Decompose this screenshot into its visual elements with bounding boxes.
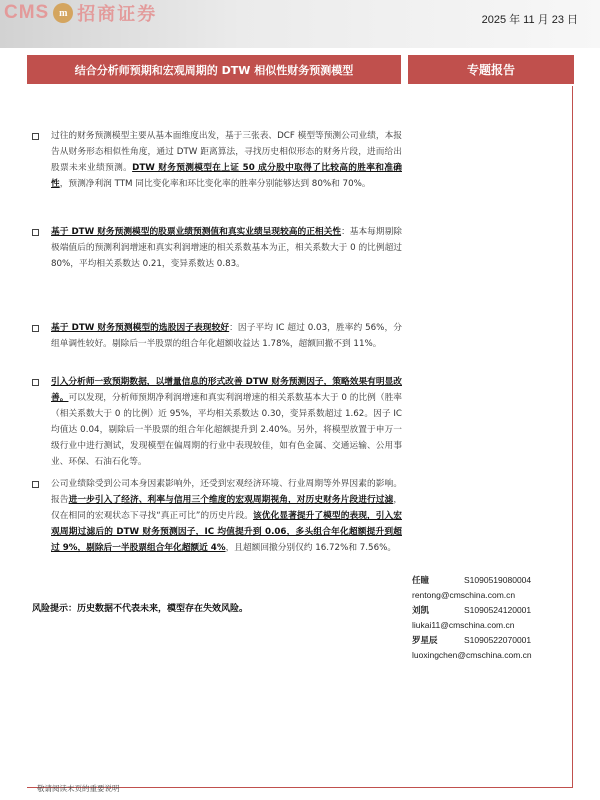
- logo-chinese-text: 招商证券: [77, 4, 158, 25]
- analyst-code: S1090524120001: [464, 605, 532, 615]
- risk-warning: 风险提示：历史数据不代表未来，模型存在失效风险。: [32, 604, 249, 614]
- analyst-list: [412, 573, 572, 663]
- company-logo: [4, 0, 157, 26]
- bullet-square-icon: [32, 379, 39, 386]
- analyst-email[interactable]: luoxingchen@cmschina.com.cn: [412, 650, 532, 660]
- report-title-bar: [27, 55, 401, 84]
- analyst-entry: [412, 633, 572, 663]
- bullet-highlight: 引入分析师一致预期数据，以增量信息的形式改善 DTW 财务预测因子，策略效果有明显改善。: [51, 377, 402, 403]
- analyst-name: 罗星辰: [412, 635, 438, 645]
- bullet-highlight: 基于 DTW 财务预测模型的股票业绩预测值和真实业绩呈现较高的正相关性: [51, 227, 342, 237]
- bullet-text: ，预测净利润 TTM 同比变化率和环比变化率的胜率分别能够达到 80%和 70%。: [59, 179, 371, 189]
- bullet-highlight: 该优化显著提升了模型的表现，引入宏观周期过滤后的 DTW 财务预测因子，IC 均值提升到 0.06，多头组合年化超额提升到超过 9%，剔除后一半股票组合年化超额近 4%: [51, 511, 402, 553]
- bullet-highlight: 进一步引入了经济、利率与信用三个维度的宏观周期视角，对历史财务片段进行过滤: [68, 495, 394, 505]
- bullet-text: ：因子平均 IC 超过 0.03，胜率约 56%，分组单调性较好。剔除后一半股票的组合年化超额收益达 1.78%，超额回撤不到 11%。: [51, 323, 402, 349]
- bullet-square-icon: [32, 325, 39, 332]
- report-type-bar: [408, 55, 574, 84]
- bullet-square-icon: [32, 133, 39, 140]
- report-date: 2025 年 11 月 23 日: [481, 14, 578, 26]
- analyst-code: S1090519080004: [464, 575, 532, 585]
- analyst-code: S1090522070001: [464, 635, 532, 645]
- bullet-text: 过往的财务预测模型主要从基本面维度出发，基于三张表、DCF 模型等预测公司业绩，本报告从财务形态相似性角度，通过 DTW 距离算法，寻找历史相似形态的财务片段，进而给出股票未来业绩预测。: [51, 131, 402, 173]
- report-type: 专题报告: [466, 63, 515, 77]
- bullet-square-icon: [32, 481, 39, 488]
- analyst-email[interactable]: liukai11@cmschina.com.cn: [412, 620, 515, 630]
- bullet-text: ：基本每期剔除极端值后的预测利润增速和真实利润增速的相关系数基本为正，相关系数大于 0 的比例超过 80%，平均相关系数达 0.21，变异系数达 0.83。: [51, 227, 402, 269]
- summary-bullet: [32, 224, 402, 272]
- logo-mark-icon: m: [53, 3, 73, 23]
- analyst-entry: [412, 573, 572, 603]
- analyst-name: 任瞳: [412, 575, 430, 585]
- footer-note: 敬请阅读末页的重要说明: [37, 784, 120, 793]
- bullet-text: ，且超额回撤分别仅约 16.72%和 7.56%。: [225, 543, 397, 553]
- bullet-text: 公司业绩除受到公司本身因素影响外，还受到宏观经济环境、行业周期等外界因素的影响。报告: [51, 479, 402, 505]
- bullet-text: ，仅在相同的宏观状态下寻找“真正可比”的历史片段。: [51, 495, 403, 521]
- summary-bullet: [32, 476, 402, 556]
- analyst-entry: [412, 603, 572, 633]
- summary-bullet: [32, 374, 402, 470]
- bullet-text: 可以发现，分析师预期净利润增速和真实利润增速的相关系数基本大于 0 的比例（胜率（相关系数大于 0 的比例）近 95%，平均相关系数达 0.30，变异系数超过 1.62。因子 IC 均值达 0.04，剔除后一半股票的组合年化超额提升到 2.40%。另外，将模型放置于申万一级行业中进行测试，发现模型在偏周期的行业中表现较佳，如有色金属、交通运输、公用事业、环保、石油石化等。: [51, 393, 402, 467]
- analyst-name: 刘凯: [412, 605, 430, 615]
- analyst-email[interactable]: rentong@cmschina.com.cn: [412, 590, 516, 600]
- summary-bullet: [32, 320, 402, 352]
- logo-latin-text: CMS: [4, 2, 50, 23]
- summary-bullet: [32, 128, 402, 192]
- bullet-highlight: 基于 DTW 财务预测模型的选股因子表现较好: [51, 323, 230, 333]
- bullet-highlight: DTW 财务预测模型在上证 50 成分股中取得了比较高的胜率和准确性: [51, 163, 402, 189]
- bullet-square-icon: [32, 229, 39, 236]
- report-title: 结合分析师预期和宏观周期的 DTW 相似性财务预测模型: [74, 63, 354, 77]
